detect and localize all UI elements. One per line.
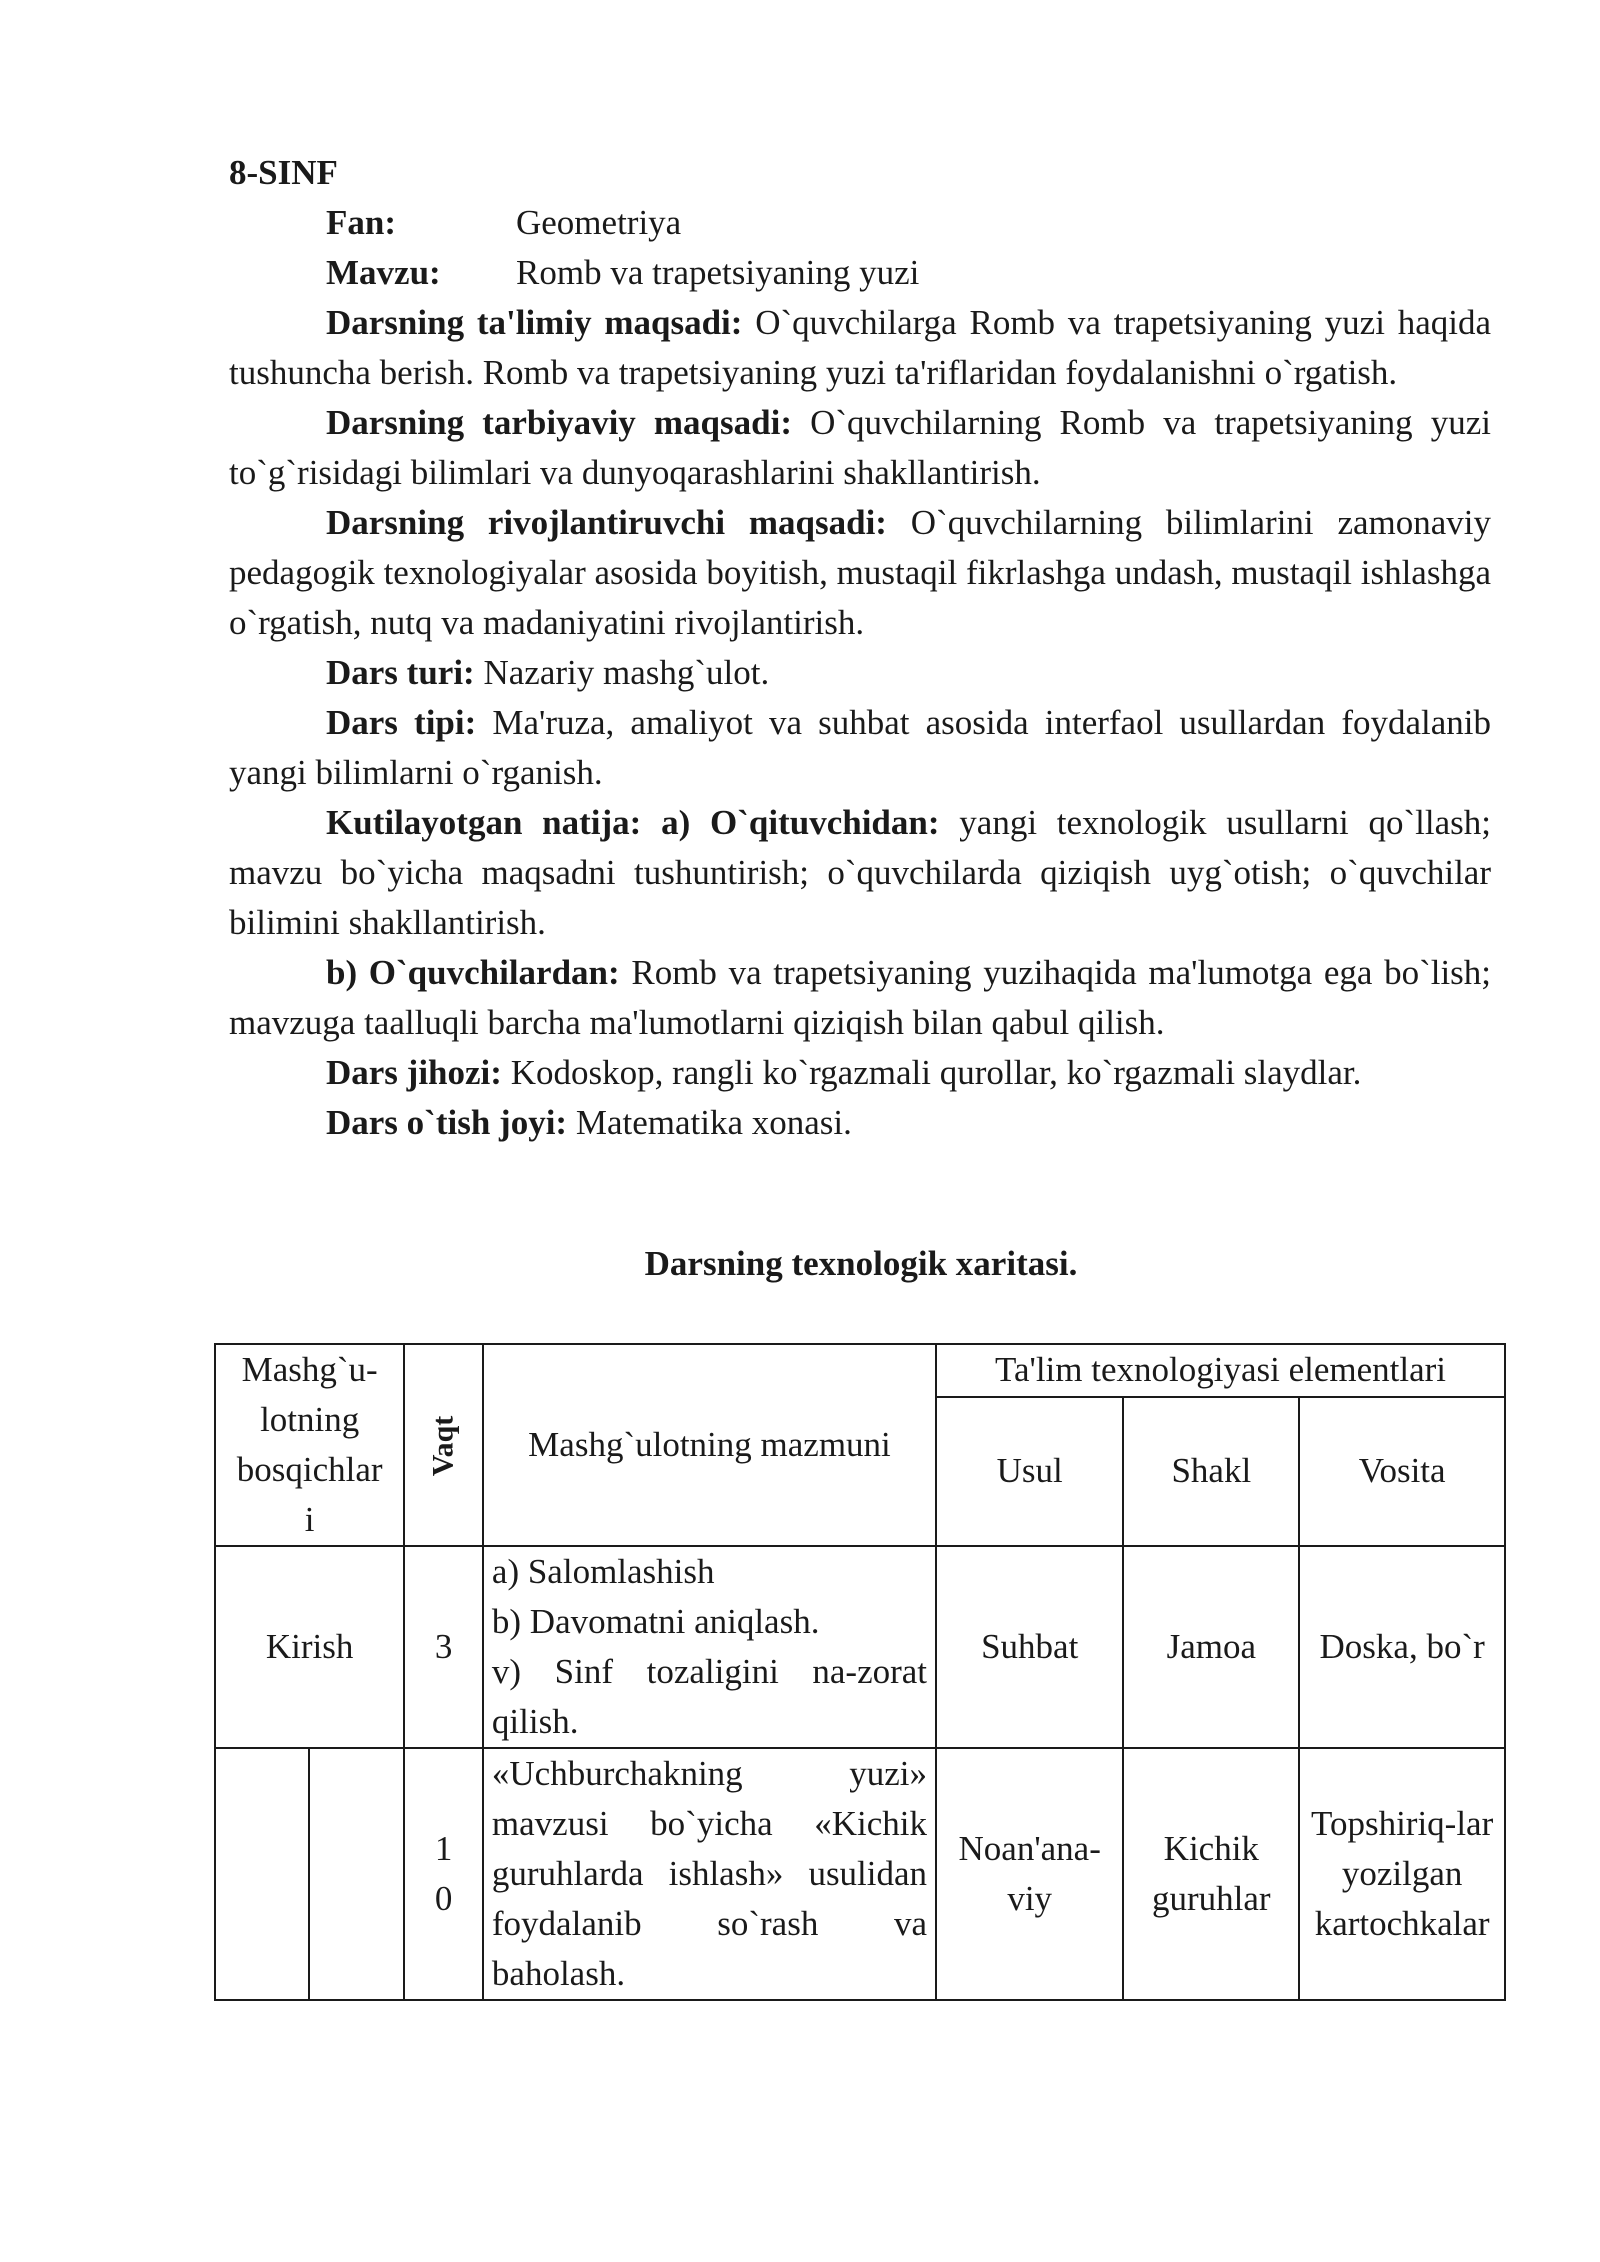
subject-value: Geometriya [516, 203, 682, 242]
lesson-equipment-label: Dars jihozi: [326, 1053, 502, 1092]
row-stage-empty [215, 1748, 309, 2000]
educational-goal-label: Darsning ta'limiy maqsadi: [326, 303, 743, 342]
row-vosita: Topshiriq-lar yozilgan kartochkalar [1299, 1748, 1505, 2000]
developmental-goal-text: O`quvchilarning bilimlarini zamonaviy pedagogik texnologiyalar asosida boyitish, mustaqil fikrlashga undash, mustaqil ishlashga o`rgatish, nutq va madaniyatini rivojlantirish. [229, 503, 1491, 642]
table-row [215, 1748, 1505, 2000]
row-stage-empty-2 [309, 1748, 405, 2000]
header-vosita: Vosita [1299, 1397, 1505, 1546]
expected-result-students-label: b) O`quvchilardan: [326, 953, 620, 992]
expected-result-students-text: Romb va trapetsiyaning yuzihaqida ma'lumotga ega bo`lish; mavzuga taalluqli barcha ma'lumotlarni qiziqish bilan qabul qilish. [229, 953, 1492, 1042]
upbringing-goal-label: Darsning tarbiyaviy maqsadi: [326, 403, 792, 442]
table-header-row [215, 1344, 1505, 1397]
lesson-plan-text [229, 148, 1491, 1148]
upbringing-goal-text: O`quvchilarning Romb va trapetsiyaning yuzi to`g`risidagi bilimlari va dunyoqarashlarini shakllantirish. [229, 403, 1492, 492]
lesson-kind-text: Ma'ruza, amaliyot va suhbat asosida interfaol usullardan foydalanib yangi bilimlarni o`rganish. [229, 703, 1491, 792]
row-usul: Noan'ana-viy [936, 1748, 1123, 2000]
row-vosita: Doska, bo`r [1299, 1546, 1505, 1748]
educational-goal [229, 298, 1491, 398]
lesson-type-label: Dars turi: [326, 653, 475, 692]
table-title: Darsning texnologik xaritasi. [644, 1244, 1078, 1283]
topic-row [229, 248, 1491, 298]
expected-result-students [229, 948, 1491, 1048]
developmental-goal [229, 498, 1491, 648]
row-stage: Kirish [215, 1546, 404, 1748]
content-line: a) Salomlashish [491, 1552, 715, 1591]
header-content: Mashg`ulotning mazmuni [483, 1344, 936, 1546]
grade-heading: 8-SINF [229, 153, 338, 192]
row-shakl: Kichik guruhlar [1123, 1748, 1299, 2000]
lesson-place-label: Dars o`tish joyi: [326, 1103, 568, 1142]
developmental-goal-label: Darsning rivojlantiruvchi maqsadi: [326, 503, 887, 542]
subject-row [229, 198, 1491, 248]
lesson-equipment-text: Kodoskop, rangli ko`rgazmali qurollar, ko`rgazmali slaydlar. [510, 1053, 1362, 1092]
technology-map-table [214, 1343, 1506, 2001]
subject-label: Fan: [326, 203, 396, 242]
header-time [404, 1344, 483, 1546]
topic-value: Romb va trapetsiyaning yuzi [516, 253, 920, 292]
content-line: «Uchburchakning yuzi» mavzusi bo`yicha «Kichik guruhlarda ishlash» usulidan foydalanib so`rash va baholash. [491, 1754, 928, 1993]
table-row [215, 1546, 1505, 1748]
row-content [483, 1748, 936, 2000]
expected-result-teacher [229, 798, 1491, 948]
lesson-equipment [229, 1048, 1491, 1098]
expected-result-label: Kutilayotgan natija: a) O`qituvchidan: [326, 803, 940, 842]
row-time [404, 1748, 483, 2000]
lesson-kind-label: Dars tipi: [326, 703, 477, 742]
row-time: 3 [404, 1546, 483, 1748]
content-line: b) Davomatni aniqlash. [491, 1602, 820, 1641]
lesson-type [229, 648, 1491, 698]
upbringing-goal [229, 398, 1491, 498]
row-time-text: 10 [434, 1829, 453, 1918]
content-line: v) Sinf tozaligini na-zorat qilish. [491, 1652, 928, 1741]
lesson-place-text: Matematika xonasi. [575, 1103, 852, 1142]
lesson-place [229, 1098, 1491, 1148]
topic-label: Mavzu: [326, 253, 441, 292]
header-shakl: Shakl [1123, 1397, 1299, 1546]
header-stage: Mashg`u- lotning bosqichlar i [215, 1344, 404, 1546]
row-shakl: Jamoa [1123, 1546, 1299, 1748]
header-time-text: Vaqt [426, 1415, 460, 1477]
header-usul: Usul [936, 1397, 1123, 1546]
expected-result-teacher-text: yangi texnologik usullarni qo`llash; mavzu bo`yicha maqsadni tushuntirish; o`quvchilarda qiziqish uyg`otish; o`quvchilar bilimini shakllantirish. [229, 803, 1491, 942]
row-usul: Suhbat [936, 1546, 1123, 1748]
lesson-kind [229, 698, 1491, 798]
row-content [483, 1546, 936, 1748]
header-elements: Ta'lim texnologiyasi elementlari [936, 1344, 1505, 1397]
lesson-type-text: Nazariy mashg`ulot. [483, 653, 770, 692]
educational-goal-text: O`quvchilarga Romb va trapetsiyaning yuzi haqida tushuncha berish. Romb va trapetsiyaning yuzi ta'riflaridan foydalanishni o`rgatish. [229, 303, 1491, 392]
